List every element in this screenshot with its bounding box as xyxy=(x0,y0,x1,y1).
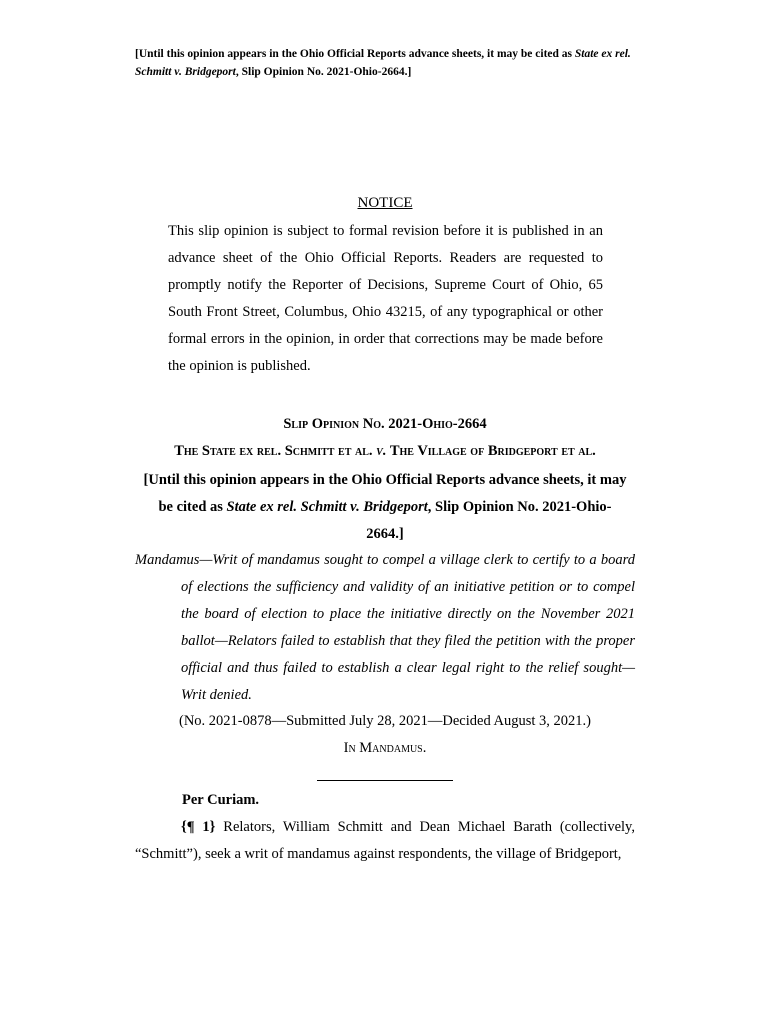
per-curiam-heading: Per Curiam. xyxy=(182,792,260,808)
citation-notice-case-name: State ex rel. Schmitt v. Bridgeport xyxy=(226,499,428,515)
in-mandamus: In Mandamus. xyxy=(343,740,427,756)
opinion-paragraph-1 xyxy=(135,814,635,868)
citation-header xyxy=(135,45,635,81)
citation-header-suffix: , Slip Opinion No. 2021-Ohio-2664.] xyxy=(235,66,412,78)
docket-line: (No. 2021-0878—Submitted July 28, 2021—Decided August 3, 2021.) xyxy=(178,713,592,729)
separator-line xyxy=(317,780,453,781)
citation-notice-prefix: [Until this opinion appears in the Ohio Official Reports advance sheets, it may be cited as xyxy=(143,472,627,515)
citation-notice xyxy=(140,467,630,548)
citation-notice-suffix: , Slip Opinion No. 2021-Ohio-2664.] xyxy=(366,499,612,542)
case-parties-versus: v. xyxy=(376,443,387,459)
slip-opinion-number: Slip Opinion No. 2021-Ohio-2664 xyxy=(283,416,487,432)
paragraph-text: Relators, William Schmitt and Dean Michael Barath (collectively, “Schmitt”), seek a writ of mandamus against respondents, the village of Bridgeport, xyxy=(135,819,635,862)
paragraph-marker: {¶ 1} xyxy=(181,819,216,835)
notice-title: NOTICE xyxy=(357,195,413,211)
notice-body: This slip opinion is subject to formal revision before it is published in an advance sheet of the Ohio Official Reports. Readers are requested to promptly notify the Reporter of Decisions, Supreme Court of Ohio, 65 South Front Street, Columbus, Ohio 43215, of any typographical or other formal errors in the opinion, in order that corrections may be made before the opinion is published. xyxy=(168,223,603,374)
syllabus: Mandamus—Writ of mandamus sought to compel a village clerk to certify to a board of elections the sufficiency and validity of an initiative petition or to compel the board of election to place the initiative directly on the November 2021 ballot—Relators failed to establish that they filed the petition with the proper official and thus failed to establish a clear legal right to the relief sought—Writ denied. xyxy=(135,552,635,703)
case-parties xyxy=(0,438,770,465)
citation-header-case-name: State ex rel. Schmitt v. Bridgeport xyxy=(135,48,631,78)
case-parties-right: The Village of Bridgeport et al. xyxy=(386,443,596,459)
citation-header-prefix: [Until this opinion appears in the Ohio Official Reports advance sheets, it may be cited as xyxy=(135,48,575,60)
case-parties-left: The State ex rel. Schmitt et al. xyxy=(174,443,377,459)
